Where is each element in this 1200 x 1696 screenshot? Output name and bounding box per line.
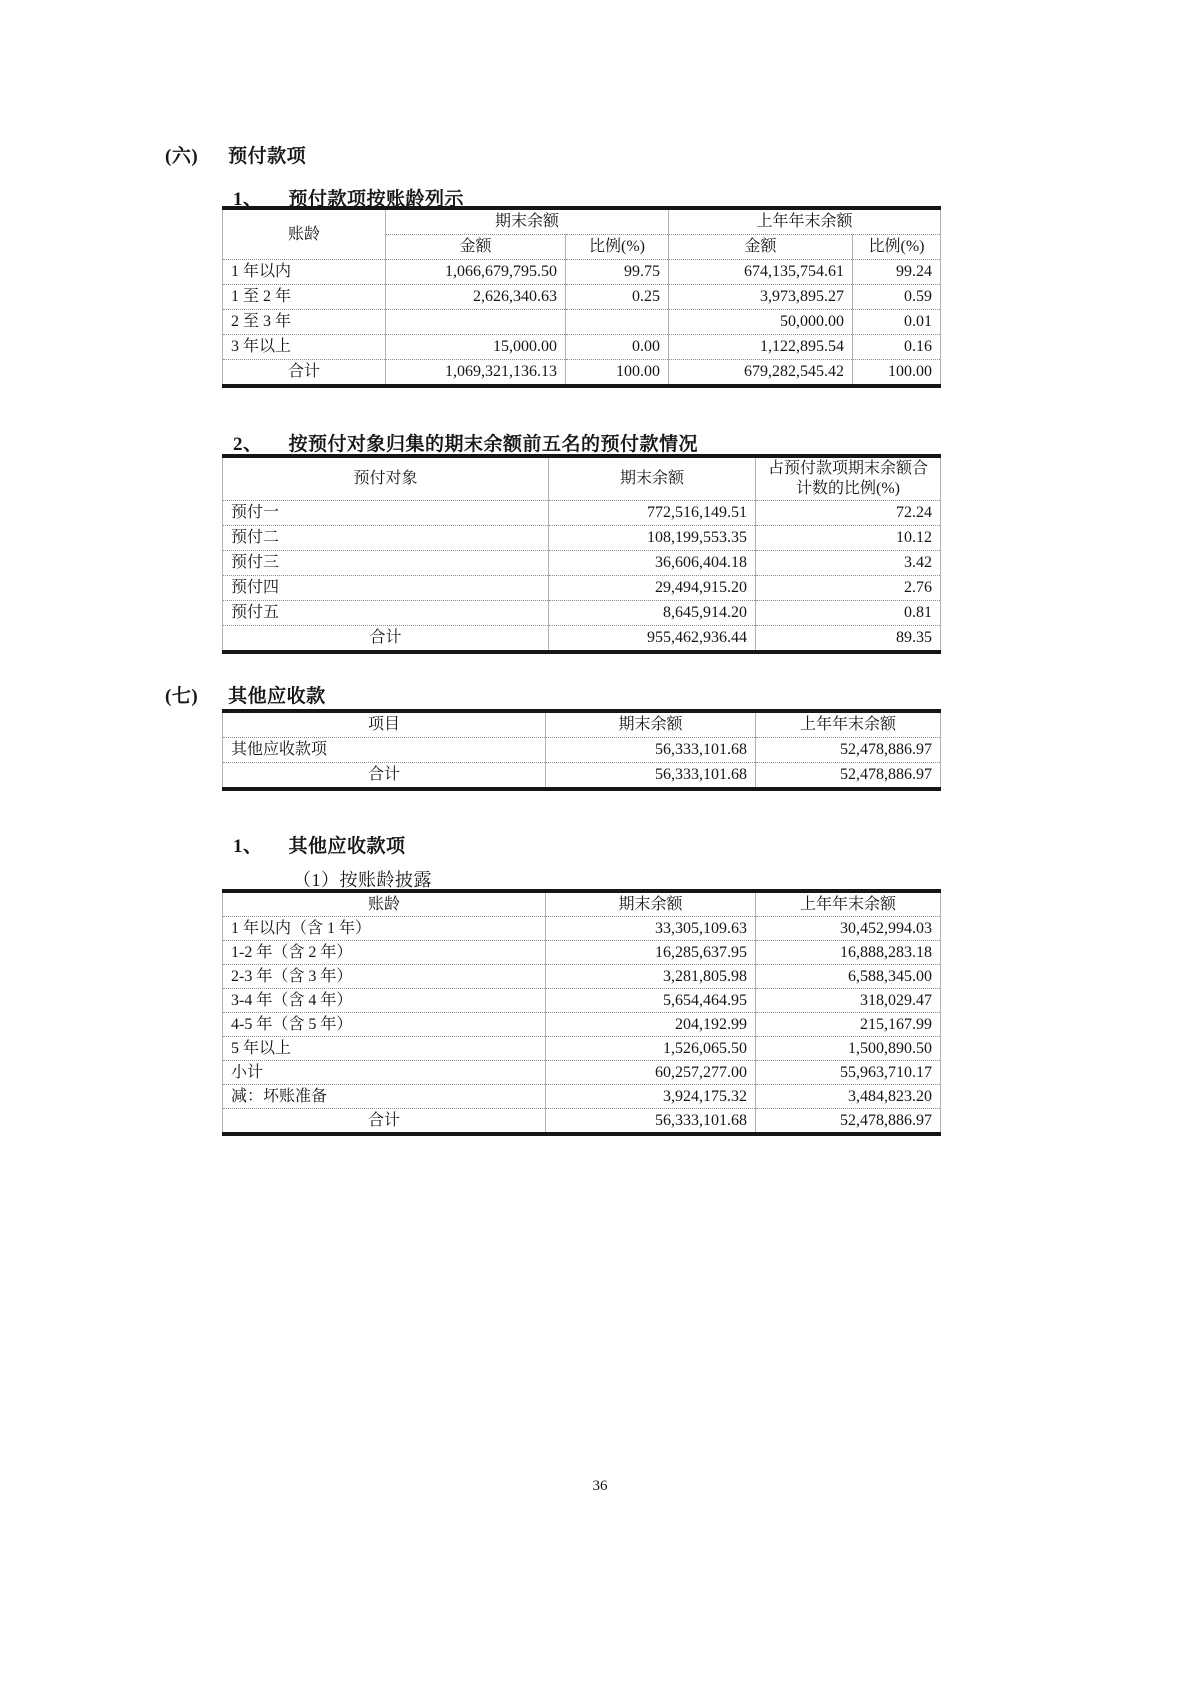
- cell-amount: 108,199,553.35: [549, 526, 756, 551]
- table-row: [223, 1037, 941, 1061]
- cell-amount-prev: 3,973,895.27: [669, 285, 853, 310]
- item1-title: 预付款项按账龄列示: [288, 189, 465, 210]
- section7-label: (七): [165, 686, 199, 707]
- item1-title: 其他应收款项: [288, 836, 406, 857]
- section7-item1-heading: [233, 831, 406, 858]
- other-receivables-aging-table: [222, 889, 941, 1136]
- table-total-row: [223, 1109, 941, 1135]
- cell-prior: 55,963,710.17: [756, 1061, 941, 1085]
- header-item: 项目: [223, 711, 546, 738]
- table-row: [223, 941, 941, 965]
- cell-ratio-prev: 0.59: [853, 285, 941, 310]
- page-number: 36: [592, 1478, 608, 1494]
- cell-target: 预付一: [223, 501, 549, 526]
- cell-prior: 1,500,890.50: [756, 1037, 941, 1061]
- cell-ratio-prev: 0.16: [853, 335, 941, 360]
- cell-total-label: 合计: [223, 763, 546, 790]
- cell-ending: 5,654,464.95: [546, 989, 756, 1013]
- cell-target: 预付二: [223, 526, 549, 551]
- table-row: [223, 1013, 941, 1037]
- cell-ratio: 2.76: [756, 576, 941, 601]
- table-row: [223, 501, 941, 526]
- cell-amount: [386, 310, 566, 335]
- cell-amount: 2,626,340.63: [386, 285, 566, 310]
- cell-prior: 16,888,283.18: [756, 941, 941, 965]
- table-row: [223, 738, 941, 763]
- table-row: [223, 917, 941, 941]
- header-prior-year-balance: 上年年末余额: [756, 711, 941, 738]
- cell-amount: 8,645,914.20: [549, 601, 756, 626]
- cell-total-label: 合计: [223, 360, 386, 387]
- cell-ending: 56,333,101.68: [546, 738, 756, 763]
- table-row: [223, 551, 941, 576]
- header-prior-year-balance: 上年年末余额: [756, 891, 941, 917]
- section6-item2-heading: [233, 429, 698, 456]
- table-row: [223, 601, 941, 626]
- cell-prior: 52,478,886.97: [756, 763, 941, 790]
- cell-amount: 15,000.00: [386, 335, 566, 360]
- cell-target: 预付五: [223, 601, 549, 626]
- header-age: 账龄: [223, 891, 546, 917]
- header-ratio-of-total: [756, 456, 941, 501]
- cell-age: 3-4 年（含 4 年）: [223, 989, 546, 1013]
- table-row: [223, 335, 941, 360]
- cell-ratio-prev: 0.01: [853, 310, 941, 335]
- cell-ratio: 72.24: [756, 501, 941, 526]
- header-ending-balance: 期末余额: [546, 891, 756, 917]
- header-amount: 金额: [386, 235, 566, 260]
- item1-number: 1、: [233, 189, 263, 210]
- cell-ratio: 10.12: [756, 526, 941, 551]
- cell-ending: 16,285,637.95: [546, 941, 756, 965]
- cell-prior: 318,029.47: [756, 989, 941, 1013]
- header-ending-balance: 期末余额: [386, 208, 669, 235]
- cell-less-baddebt-label: 减：坏账准备: [223, 1085, 546, 1109]
- table-row: [223, 1085, 941, 1109]
- header-ratio-line2: 计数的比例(%): [796, 480, 900, 497]
- item2-number: 2、: [233, 434, 263, 455]
- cell-ending: 204,192.99: [546, 1013, 756, 1037]
- cell-ratio: 0.25: [566, 285, 669, 310]
- cell-subtotal-label: 小计: [223, 1061, 546, 1085]
- cell-amount-prev: 674,135,754.61: [669, 260, 853, 285]
- cell-age: 1-2 年（含 2 年）: [223, 941, 546, 965]
- header-prior-year-balance: 上年年末余额: [669, 208, 941, 235]
- section7-heading: [165, 681, 326, 708]
- cell-prior: 215,167.99: [756, 1013, 941, 1037]
- cell-amount: 955,462,936.44: [549, 626, 756, 653]
- cell-prior: 3,484,823.20: [756, 1085, 941, 1109]
- table-row: [223, 526, 941, 551]
- cell-ending: 56,333,101.68: [546, 1109, 756, 1135]
- cell-ending: 56,333,101.68: [546, 763, 756, 790]
- cell-ratio: 100.00: [566, 360, 669, 387]
- cell-age: 1 至 2 年: [223, 285, 386, 310]
- cell-ratio: 89.35: [756, 626, 941, 653]
- header-ratio: 比例(%): [566, 235, 669, 260]
- cell-ratio-prev: 100.00: [853, 360, 941, 387]
- header-ratio-line1: 占预付款项期末余额合: [767, 460, 928, 477]
- header-ratio-prev: 比例(%): [853, 235, 941, 260]
- cell-prior: 30,452,994.03: [756, 917, 941, 941]
- cell-ratio: 0.00: [566, 335, 669, 360]
- section6-heading: [165, 141, 306, 168]
- table-header-row: [223, 711, 941, 738]
- table-row: [223, 989, 941, 1013]
- cell-amount: 772,516,149.51: [549, 501, 756, 526]
- cell-age: 5 年以上: [223, 1037, 546, 1061]
- cell-target: 预付三: [223, 551, 549, 576]
- cell-ending: 60,257,277.00: [546, 1061, 756, 1085]
- cell-age: 1 年以内（含 1 年）: [223, 917, 546, 941]
- item2-title: 按预付对象归集的期末余额前五名的预付款情况: [288, 434, 699, 455]
- header-ending-balance: 期末余额: [546, 711, 756, 738]
- cell-amount-prev: 679,282,545.42: [669, 360, 853, 387]
- cell-target: 预付四: [223, 576, 549, 601]
- cell-ending: 3,924,175.32: [546, 1085, 756, 1109]
- prepayment-aging-table: [222, 206, 941, 388]
- cell-age: 2-3 年（含 3 年）: [223, 965, 546, 989]
- cell-ending: 3,281,805.98: [546, 965, 756, 989]
- cell-total-label: 合计: [223, 626, 549, 653]
- cell-ending: 33,305,109.63: [546, 917, 756, 941]
- cell-ratio: 3.42: [756, 551, 941, 576]
- cell-age: 2 至 3 年: [223, 310, 386, 335]
- table-total-row: [223, 626, 941, 653]
- table-header-row: [223, 208, 941, 235]
- cell-amount-prev: 1,122,895.54: [669, 335, 853, 360]
- item1-number: 1、: [233, 836, 263, 857]
- cell-prior: 52,478,886.97: [756, 1109, 941, 1135]
- cell-ratio: 99.75: [566, 260, 669, 285]
- header-amount-prev: 金额: [669, 235, 853, 260]
- cell-ratio: 0.81: [756, 601, 941, 626]
- cell-ratio: [566, 310, 669, 335]
- table-total-row: [223, 763, 941, 790]
- table-row: [223, 260, 941, 285]
- cell-amount: 29,494,915.20: [549, 576, 756, 601]
- cell-prior: 52,478,886.97: [756, 738, 941, 763]
- cell-amount-prev: 50,000.00: [669, 310, 853, 335]
- table-row: [223, 576, 941, 601]
- section6-label: (六): [165, 146, 199, 167]
- cell-prior: 6,588,345.00: [756, 965, 941, 989]
- table-row: [223, 965, 941, 989]
- cell-amount: 36,606,404.18: [549, 551, 756, 576]
- aging-disclosure-subheading: （1）按账龄披露: [293, 870, 432, 890]
- table-header-row: [223, 456, 941, 501]
- top-five-prepayments-table: [222, 454, 941, 654]
- cell-amount: 1,066,679,795.50: [386, 260, 566, 285]
- section6-title: 预付款项: [228, 146, 307, 167]
- table-header-row: [223, 891, 941, 917]
- cell-age: 4-5 年（含 5 年）: [223, 1013, 546, 1037]
- header-prepay-target: 预付对象: [223, 456, 549, 501]
- header-age: 账龄: [223, 208, 386, 260]
- section7-title: 其他应收款: [228, 686, 326, 707]
- cell-age: 1 年以内: [223, 260, 386, 285]
- cell-ending: 1,526,065.50: [546, 1037, 756, 1061]
- table-row: [223, 1061, 941, 1085]
- cell-ratio-prev: 99.24: [853, 260, 941, 285]
- cell-total-label: 合计: [223, 1109, 546, 1135]
- other-receivables-summary-table: [222, 709, 941, 791]
- header-ending-balance: 期末余额: [549, 456, 756, 501]
- cell-amount: 1,069,321,136.13: [386, 360, 566, 387]
- cell-item: 其他应收款项: [223, 738, 546, 763]
- table-total-row: [223, 360, 941, 387]
- table-row: [223, 285, 941, 310]
- cell-age: 3 年以上: [223, 335, 386, 360]
- table-row: [223, 310, 941, 335]
